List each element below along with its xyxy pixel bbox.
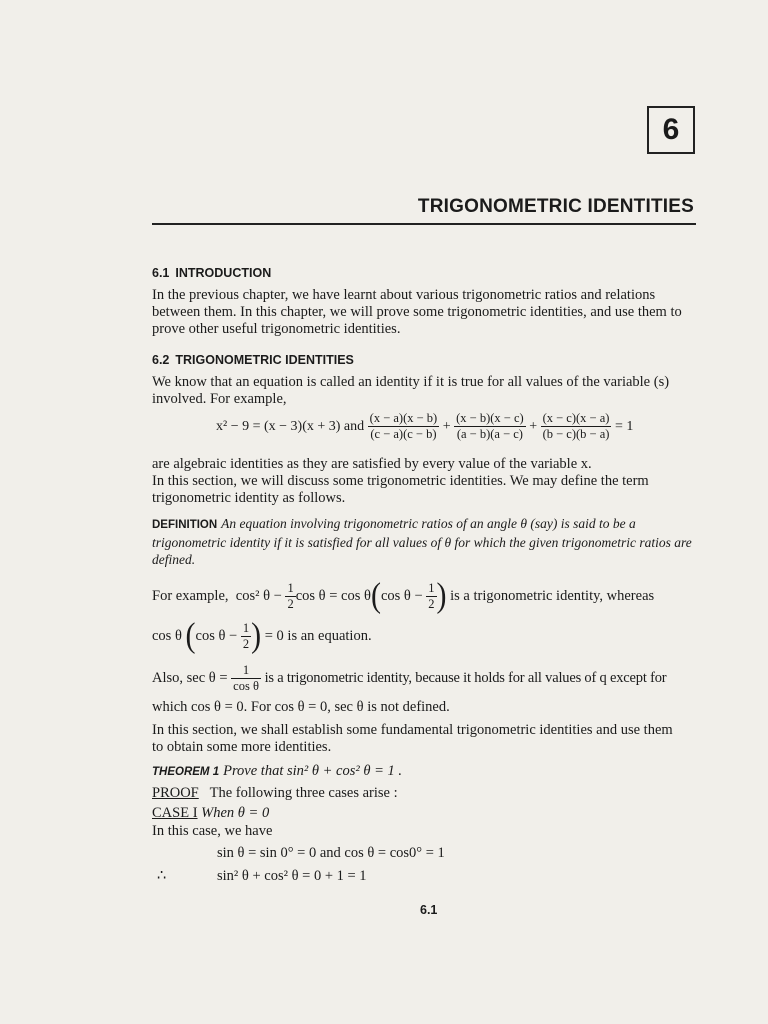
half-fraction [285,581,295,612]
numerator: 1 [242,620,250,635]
text-line: We know that an equation is called an identity if it is true for all values of the variable (s) [152,374,670,390]
chapter-title: TRIGONOMETRIC IDENTITIES [417,196,694,217]
text-line: prove other useful trigonometric identities. [152,321,401,337]
section-number: 6.2 [152,353,170,367]
numerator: 1 [287,580,294,595]
case-equation-a: sin θ = sin 0° = 0 and cos θ = cos0° = 1 [217,845,445,861]
secant-fraction [231,663,261,694]
text-line: involved. For example, [152,391,287,407]
text-line: are algebraic identities as they are satisfied by every value of the variable x. [152,456,592,472]
text-line: In this section, we will discuss some trigonometric identities. We may define the term [152,473,649,489]
fraction [541,411,612,442]
half-fraction [426,581,436,612]
text-line: which cos θ = 0. For cos θ = 0, sec θ is not defined. [152,699,450,715]
denominator: 2 [428,596,435,611]
section-heading-text: TRIGONOMETRIC IDENTITIES [175,353,354,367]
text-line: In the previous chapter, we have learnt about various trigonometric ratios and relations [152,287,656,303]
identity-followup [152,456,698,507]
half-fraction [241,621,251,652]
numerator: (x − a)(x − b) [369,411,438,425]
case-line [152,805,698,822]
plus-sign: + [442,419,451,434]
therefore-symbol: ∴ [157,868,167,884]
denominator: (a − b)(a − c) [456,427,523,441]
chapter-number: 6 [662,113,680,146]
text-segment: For example, [152,587,229,604]
case-text: When θ = 0 [201,805,270,821]
definition-block [152,515,698,568]
case-equation-b: sin² θ + cos² θ = 0 + 1 = 1 [217,868,367,884]
section-heading-identities [152,353,354,367]
math-segment: cos θ = cos θ [295,587,371,604]
text-line: defined. [152,552,196,567]
math-segment: cos θ − [380,587,423,604]
math-segment: cos² θ − [235,587,282,604]
case-label: CASE I [152,805,198,821]
denominator: (b − c)(b − a) [542,427,610,441]
algebraic-identity-equation [216,411,696,442]
numerator: 1 [428,580,435,595]
section-heading-text: INTRODUCTION [175,266,272,280]
example-equation-line: cos θ ( cos θ − $\frac{1}{2}$ ) = 0 is an equation. [152,616,372,655]
numerator: (x − b)(x − c) [456,411,524,425]
example-identity-line: For example, cos² θ − $\frac{1}{2}$ cos θ = cos θ ( cos θ − $\frac{1}{2}$ ) is a trigonometric identity, whereas [152,576,655,615]
math-segment: cos θ − [195,627,238,644]
page-number: 6.1 [420,903,438,917]
definition-label: DEFINITION [152,519,218,531]
text-segment: is a trigonometric identity, because it holds for all values of q except for [264,669,667,686]
numerator: 1 [231,663,261,679]
chapter-number-box [647,106,695,154]
text-line: to obtain some more identities. [152,739,332,755]
proof-text: The following three cases arise : [209,785,398,801]
fraction [368,411,440,442]
theorem-label: THEOREM 1 [152,766,220,778]
intro-paragraph [152,287,698,338]
theorem-statement [152,763,698,781]
secant-identity-line [152,660,698,696]
fraction [454,411,526,442]
equation-right: = 1 [614,419,634,434]
equation-left: x² − 9 = (x − 3)(x + 3) and [216,419,365,434]
denominator: (c − a)(c − b) [370,427,437,441]
case-intro: In this case, we have [152,823,273,839]
title-rule [152,223,696,225]
plus-sign: + [529,419,538,434]
proof-line [152,785,698,802]
text-line: In this section, we shall establish some fundamental trigonometric identities and use them [152,722,673,738]
section-number: 6.1 [152,266,170,280]
numerator: (x − c)(x − a) [542,411,610,425]
denominator: cos θ [233,678,259,693]
text-line: trigonometric identity if it is satisfied for all values of θ for which the given trigonometric ratios are [152,535,692,550]
denominator: 2 [287,596,294,611]
text-segment: is a trigonometric identity, whereas [450,587,655,604]
section-heading-introduction [152,266,271,280]
identity-paragraph [152,374,698,408]
establish-paragraph [152,722,698,756]
text-line: trigonometric identity as follows. [152,490,346,506]
text-line: between them. In this chapter, we will prove some trigonometric identities, and use them to [152,304,682,320]
denominator: 2 [242,636,250,651]
text-line: An equation involving trigonometric ratios of an angle θ (say) is said to be a [221,516,636,531]
theorem-text: Prove that sin² θ + cos² θ = 1 . [223,763,402,779]
text-segment: = 0 is an equation. [264,627,372,644]
proof-label: PROOF [152,785,199,801]
text-segment: Also, sec θ = [152,669,228,686]
math-segment: cos θ [152,627,182,644]
